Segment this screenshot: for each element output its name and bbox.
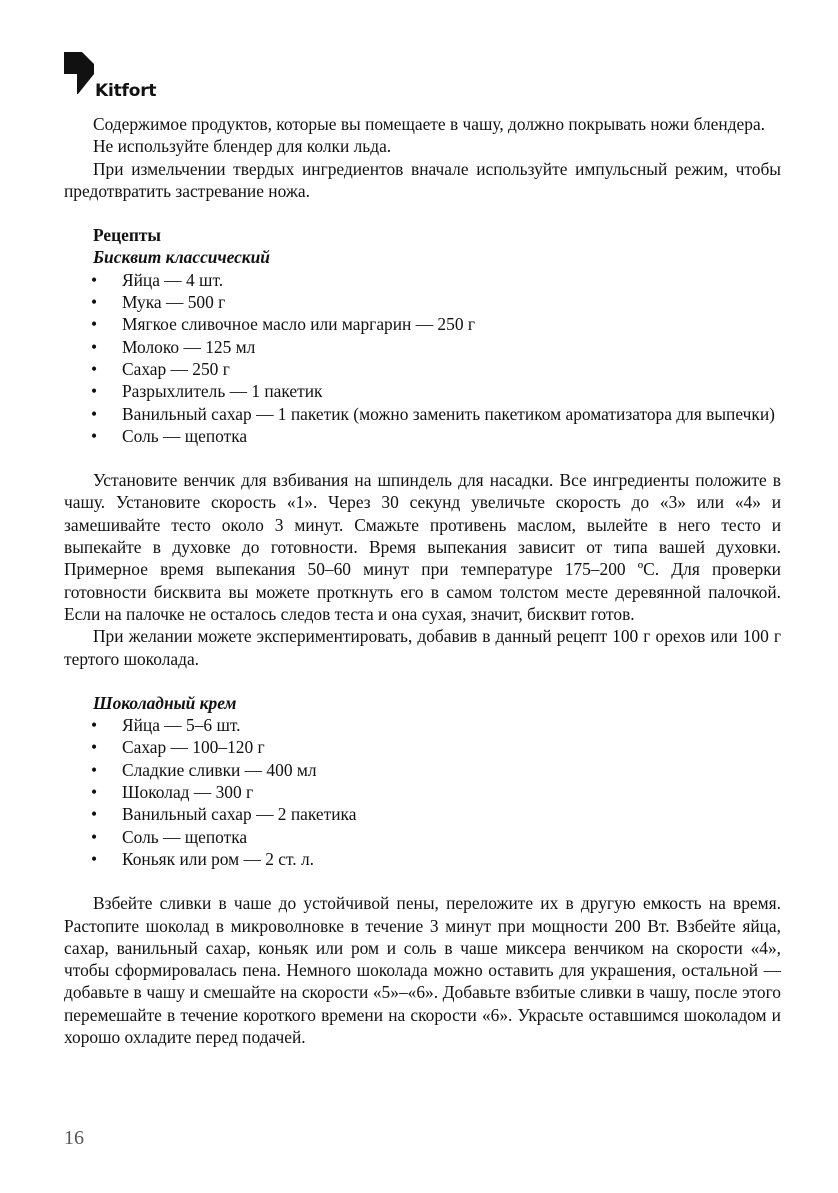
ingredient-item: • Яйца — 4 шт.: [64, 269, 781, 291]
instructions-paragraph-cream: Взбейте сливки в чаше до устойчивой пены, переложите их в другую емкость на время. Растопите шоколад в микроволновке в течение 3 минут при мощности 200 Вт. Взбейте яйца, сахар, ванильный сахар, коньяк или ром и соль в чаше миксера венчиком на скорости «4», чтобы сформировалась пена. Немного шоколада можно оставить для украшения, остальной — добавьте в чашу и смешайте на скорости «5»–«6». Добавьте взбитые сливки в чашу, после этого перемешайте в течение короткого времени на скорости «6». Украсьте оставшимся шоколадом и хорошо охладите перед подачей.: [64, 893, 781, 1047]
intro-paragraph: При измельчении твердых ингредиентов вначале используйте импульсный режим, чтобы предотвратить застревание ножа.: [64, 158, 781, 201]
ingredient-item: • Сахар — 250 г: [64, 358, 781, 380]
recipes-heading: Рецепты: [93, 225, 161, 246]
ingredient-item: • Ванильный сахар — 1 пакетик (можно заменить пакетиком ароматизатора для выпечки): [64, 403, 781, 425]
intro-paragraph: Не используйте блендер для колки льда.: [93, 136, 392, 157]
instructions-paragraph-sponge: При желании можете экспериментировать, добавив в данный рецепт 100 г орехов или 100 г тертого шоколада.: [64, 626, 781, 669]
page-number: 16: [64, 1127, 84, 1149]
recipe-title-cream: Шоколадный крем: [93, 692, 237, 713]
ingredient-item: • Коньяк или ром — 2 ст. л.: [64, 848, 781, 870]
ingredient-item: • Яйца — 5–6 шт.: [64, 714, 781, 736]
ingredient-item: • Мука — 500 г: [64, 291, 781, 313]
ingredient-item: • Сахар — 100–120 г: [64, 736, 781, 758]
recipe-title-sponge: Бисквит классический: [93, 247, 270, 268]
ingredient-item: • Соль — щепотка: [64, 826, 781, 848]
ingredient-item: • Соль — щепотка: [64, 425, 781, 447]
ingredient-item: • Молоко — 125 мл: [64, 336, 781, 358]
ingredient-item: • Сладкие сливки — 400 мл: [64, 759, 781, 781]
kitfort-flag-icon: [64, 52, 94, 94]
intro-paragraph: Содержимое продуктов, которые вы помещаете в чашу, должно покрывать ножи блендера.: [93, 114, 766, 134]
ingredient-item: • Разрыхлитель — 1 пакетик: [64, 380, 781, 402]
brand-name: Kitfort: [95, 81, 157, 101]
ingredient-item: • Ванильный сахар — 2 пакетика: [64, 803, 781, 825]
ingredient-item: • Шоколад — 300 г: [64, 781, 781, 803]
page-content: [64, 113, 781, 1048]
kitfort-logo: [64, 52, 174, 102]
ingredients-list-sponge: [64, 269, 781, 447]
instructions-paragraph-sponge: Установите венчик для взбивания на шпиндель для насадки. Все ингредиенты положите в чашу. Установите скорость «1». Через 30 секунд увеличьте скорость до «3» или «4» и замешивайте тесто около 3 минут. Смажьте противень маслом, вылейте в него тесто и выпекайте в духовке до готовности. Время выпекания зависит от типа вашей духовки. Примерное время выпекания 50–60 минут при температуре 175–200 ºC. Для проверки готовности бисквита вы можете проткнуть его в самом толстом месте деревянной палочкой. Если на палочке не осталось следов теста и она сухая, значит, бисквит готов.: [64, 470, 781, 624]
ingredients-list-cream: [64, 714, 781, 870]
ingredient-item: • Мягкое сливочное масло или маргарин — 250 г: [64, 313, 781, 335]
